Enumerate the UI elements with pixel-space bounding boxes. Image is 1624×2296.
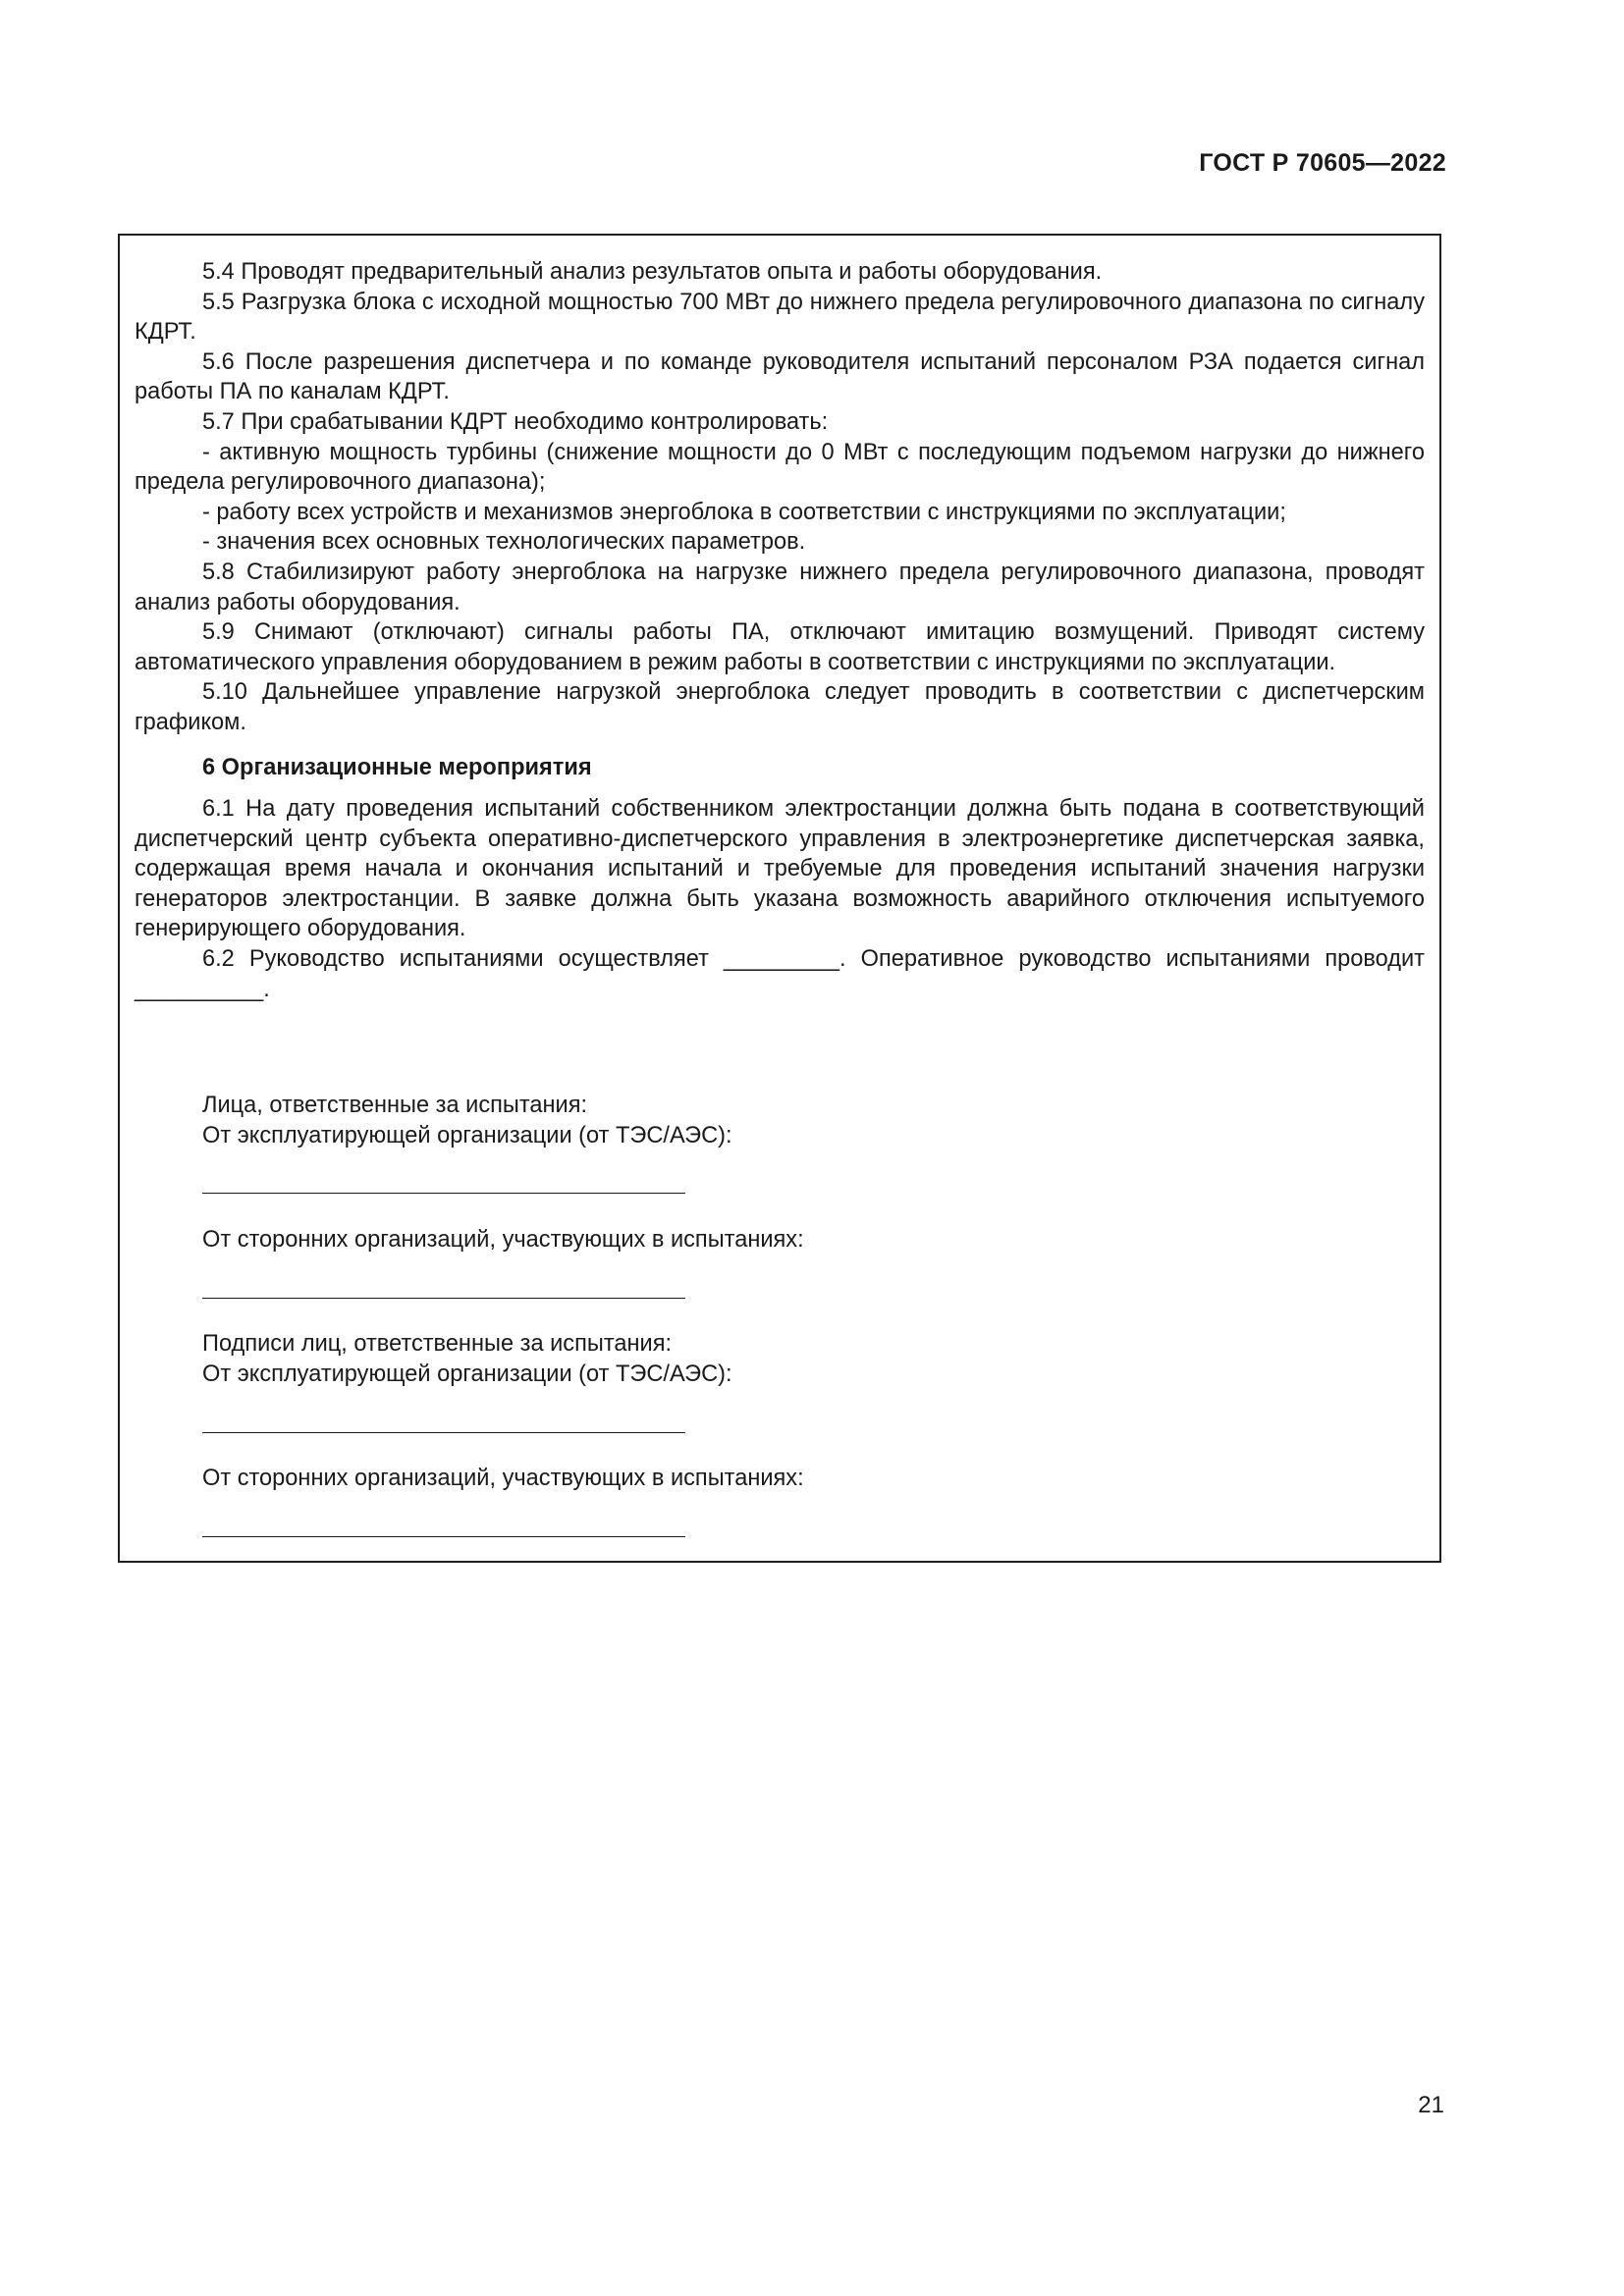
- paragraph-5-4: 5.4 Проводят предварительный анализ результатов опыта и работы оборудования.: [202, 259, 1103, 285]
- section-6-title: 6 Организационные мероприятия: [202, 754, 592, 780]
- paragraph-5-10: 5.10 Дальнейшее управление нагрузкой энергоблока следует проводить в соответствии с диспетчерским графиком.: [135, 679, 1425, 735]
- page-number: 21: [1418, 2092, 1444, 2118]
- paragraph-6-1: 6.1 На дату проведения испытаний собственником электростанции должна быть подана в соответствующий диспетчерский центр субъекта оперативно-диспетчерского управления в электроэнергетике диспетчерская заявка, содержащая время начала и окончания испытаний и требуемые для проведения испытаний значения нагрузки генераторов электростанции. В заявке должна быть указана возможность аварийного отключения испытуемого генерирующего оборудования.: [135, 796, 1425, 942]
- paragraph-6-2: 6.2 Руководство испытаниями осуществляет _________. Оперативное руководство испытаниями проводит __________.: [135, 946, 1425, 1002]
- operating-org-label: От эксплуатирующей организации (от ТЭС/АЭС):: [202, 1122, 732, 1148]
- list-item-power: - активную мощность турбины (снижение мощности до 0 МВт с последующим подъемом нагрузки до нижнего предела регулировочного диапазона);: [135, 439, 1425, 496]
- signature-block-responsible: [202, 1091, 1086, 1150]
- document-code: ГОСТ Р 70605—2022: [1199, 149, 1446, 177]
- responsible-heading: Лица, ответственные за испытания:: [202, 1093, 588, 1118]
- paragraph-5-9: 5.9 Снимают (отключают) сигналы работы ПА, отключают имитацию возмущений. Приводят систему автоматического управления оборудованием в режим работы в соответствии с инструкциями по эксплуатации.: [135, 619, 1425, 675]
- list-item-devices: - работу всех устройств и механизмов энергоблока в соответствии с инструкциями по эксплуатации;: [202, 499, 1286, 525]
- signature-line: [202, 1193, 685, 1194]
- paragraph-5-5: 5.5 Разгрузка блока с исходной мощностью 700 МВт до нижнего предела регулировочного диапазона по сигналу КДРТ.: [135, 289, 1425, 346]
- signature-block-third-party: [202, 1225, 1086, 1255]
- third-party-orgs-label-2: От сторонних организаций, участвующих в испытаниях:: [202, 1466, 804, 1491]
- signature-block-signatures: [202, 1329, 1086, 1389]
- list-item-parameters: - значения всех основных технологических параметров.: [202, 529, 806, 556]
- third-party-orgs-label: От сторонних организаций, участвующих в испытаниях:: [202, 1227, 804, 1253]
- signature-line: [202, 1432, 685, 1433]
- signature-block-third-party-2: [202, 1464, 1086, 1494]
- signature-line: [202, 1298, 685, 1299]
- paragraph-5-6: 5.6 После разрешения диспетчера и по команде руководителя испытаний персоналом РЗА подается сигнал работы ПА по каналам КДРТ.: [135, 348, 1425, 405]
- paragraph-5-7: 5.7 При срабатывании КДРТ необходимо контролировать:: [202, 408, 829, 435]
- signatures-heading: Подписи лиц, ответственные за испытания:: [202, 1331, 673, 1357]
- signature-line: [202, 1536, 685, 1537]
- paragraph-5-8: 5.8 Стабилизируют работу энергоблока на нагрузке нижнего предела регулировочного диапазона, проводят анализ работы оборудования.: [135, 559, 1425, 615]
- operating-org-label-2: От эксплуатирующей организации (от ТЭС/АЭС):: [202, 1361, 732, 1387]
- body-text: [135, 257, 1425, 1004]
